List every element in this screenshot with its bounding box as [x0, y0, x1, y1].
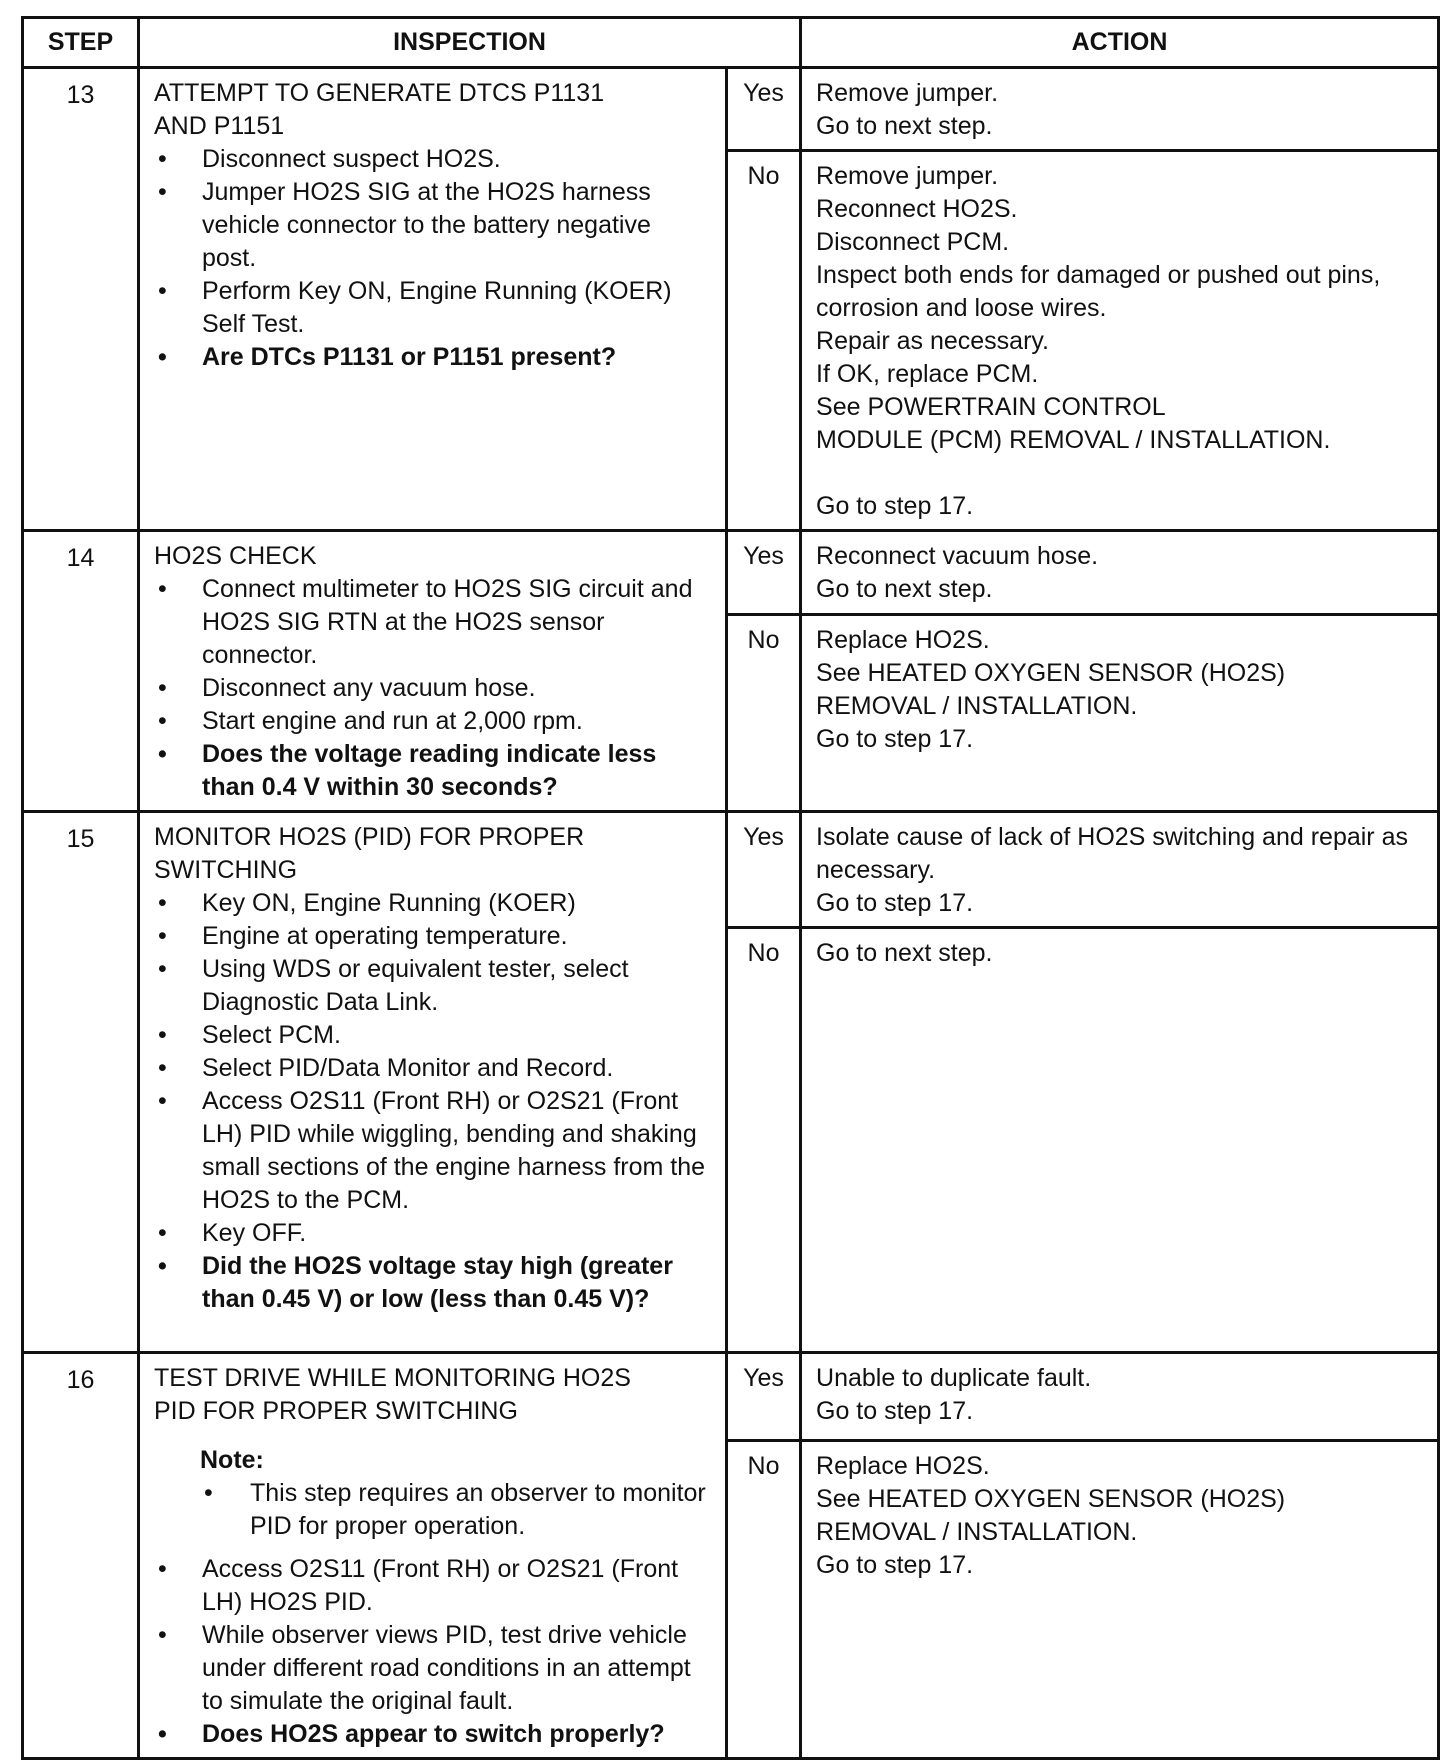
- note-title: Note:: [200, 1446, 264, 1474]
- action-line: See HEATED OXYGEN SENSOR (HO2S): [816, 658, 1286, 687]
- action-line: Reconnect HO2S.: [816, 195, 1018, 223]
- yes-label: Yes: [727, 1353, 801, 1441]
- list-item: • Access O2S11 (Front RH) or O2S21 (Front LH) PID while wiggling, bending and shaking small sections of the engine harness from the HO2S to the PCM.: [154, 1085, 711, 1217]
- list-item: • Select PCM.: [154, 1019, 711, 1052]
- spacer: [816, 457, 1423, 490]
- inspection-bullets: [154, 1553, 711, 1751]
- inspection-title: PID FOR PROPER SWITCHING: [154, 1397, 518, 1425]
- action-line: Unable to duplicate fault.: [816, 1364, 1092, 1392]
- list-item: • While observer views PID, test drive vehicle under different road conditions in an attempt to simulate the original fault.: [154, 1619, 711, 1718]
- no-label: No: [727, 151, 801, 531]
- inspection-bullets: [154, 143, 711, 374]
- action-line: Remove jumper.: [816, 79, 999, 107]
- yes-label: Yes: [727, 531, 801, 615]
- no-action: [801, 1440, 1439, 1758]
- list-item: • Key OFF.: [154, 1217, 711, 1250]
- table-row: [23, 1353, 1439, 1441]
- action-line: Replace HO2S.: [816, 1451, 990, 1480]
- yes-action: [801, 531, 1439, 615]
- list-item: • Disconnect suspect HO2S.: [154, 143, 711, 176]
- yes-action: [801, 68, 1439, 151]
- action-line: Inspect both ends for damaged or pushed out pins, corrosion and loose wires.: [816, 261, 1381, 322]
- note-item: • This step requires an observer to monitor PID for proper operation.: [200, 1477, 711, 1543]
- action-line: Go to next step.: [816, 939, 993, 967]
- inspection-question: • Are DTCs P1131 or P1151 present?: [154, 341, 711, 374]
- action-line: Isolate cause of lack of HO2S switching and repair as necessary.: [816, 823, 1408, 884]
- step-number: 13: [23, 68, 139, 531]
- action-line: If OK, replace PCM.: [816, 360, 1039, 388]
- no-action: [801, 614, 1439, 811]
- action-line: Remove jumper.: [816, 162, 999, 190]
- inspection-bullets: [154, 573, 711, 804]
- action-line: Go to step 17.: [816, 889, 974, 917]
- table-row: [23, 68, 1439, 151]
- step-number: 16: [23, 1353, 139, 1759]
- action-line: Go to next step.: [816, 112, 993, 140]
- inspection-title: ATTEMPT TO GENERATE DTCS P1131: [154, 79, 605, 107]
- list-item: • Using WDS or equivalent tester, select Diagnostic Data Link.: [154, 953, 711, 1019]
- inspection-question: • Did the HO2S voltage stay high (greater than 0.45 V) or low (less than 0.45 V)?: [154, 1250, 711, 1316]
- list-item: • Access O2S11 (Front RH) or O2S21 (Front LH) HO2S PID.: [154, 1553, 711, 1619]
- action-line: Go to next step.: [816, 575, 993, 603]
- note-bullets: [200, 1477, 711, 1543]
- inspection-cell: [139, 68, 727, 531]
- inspection-cell: [139, 531, 727, 812]
- diagnostic-table-page: [21, 16, 1437, 1760]
- yes-action: [801, 1353, 1439, 1441]
- yes-label: Yes: [727, 812, 801, 928]
- list-item: • Perform Key ON, Engine Running (KOER) Self Test.: [154, 275, 711, 341]
- inspection-title: SWITCHING: [154, 856, 298, 884]
- no-label: No: [727, 928, 801, 1353]
- inspection-cell: [139, 1353, 727, 1759]
- list-item: • Key ON, Engine Running (KOER): [154, 887, 711, 920]
- list-item: • Connect multimeter to HO2S SIG circuit and HO2S SIG RTN at the HO2S sensor connector.: [154, 573, 711, 672]
- action-line: Disconnect PCM.: [816, 228, 1010, 256]
- step-number: 15: [23, 812, 139, 1353]
- action-line: Go to step 17.: [816, 492, 974, 520]
- list-item: • Jumper HO2S SIG at the HO2S harness vehicle connector to the battery negative post.: [154, 176, 711, 275]
- inspection-bullets: [154, 887, 711, 1316]
- list-item: • Disconnect any vacuum hose.: [154, 672, 711, 705]
- list-item: • Select PID/Data Monitor and Record.: [154, 1052, 711, 1085]
- action-line: REMOVAL / INSTALLATION.: [816, 691, 1138, 720]
- no-label: No: [727, 1440, 801, 1758]
- no-action: [801, 928, 1439, 1353]
- step-number: 14: [23, 531, 139, 812]
- no-label: No: [727, 614, 801, 811]
- note-block: [200, 1444, 711, 1543]
- action-column-header: ACTION: [801, 18, 1439, 68]
- action-line: Go to step 17.: [816, 1550, 974, 1579]
- no-action: [801, 151, 1439, 531]
- action-line: Replace HO2S.: [816, 625, 990, 654]
- inspection-title: MONITOR HO2S (PID) FOR PROPER: [154, 823, 585, 851]
- action-line: See HEATED OXYGEN SENSOR (HO2S): [816, 1484, 1286, 1513]
- inspection-question: • Does the voltage reading indicate less than 0.4 V within 30 seconds?: [154, 738, 711, 804]
- yes-label: Yes: [727, 68, 801, 151]
- table-row: [23, 812, 1439, 928]
- list-item: • Start engine and run at 2,000 rpm.: [154, 705, 711, 738]
- table-row: [23, 531, 1439, 615]
- action-line: Reconnect vacuum hose.: [816, 542, 1099, 570]
- inspection-cell: [139, 812, 727, 1353]
- action-line: Repair as necessary.: [816, 327, 1049, 355]
- table-header-row: [23, 18, 1439, 68]
- inspection-column-header: INSPECTION: [139, 18, 801, 68]
- action-line: MODULE (PCM) REMOVAL / INSTALLATION.: [816, 426, 1331, 454]
- action-line: Go to step 17.: [816, 724, 974, 753]
- step-column-header: STEP: [23, 18, 139, 68]
- action-line: See POWERTRAIN CONTROL: [816, 393, 1166, 421]
- diagnostic-table: [21, 16, 1440, 1760]
- inspection-title: HO2S CHECK: [154, 542, 317, 570]
- list-item: • Engine at operating temperature.: [154, 920, 711, 953]
- inspection-title: AND P1151: [154, 112, 285, 140]
- inspection-question: • Does HO2S appear to switch properly?: [154, 1718, 711, 1751]
- action-line: Go to step 17.: [816, 1397, 974, 1425]
- yes-action: [801, 812, 1439, 928]
- action-line: REMOVAL / INSTALLATION.: [816, 1517, 1138, 1546]
- inspection-title: TEST DRIVE WHILE MONITORING HO2S: [154, 1364, 631, 1392]
